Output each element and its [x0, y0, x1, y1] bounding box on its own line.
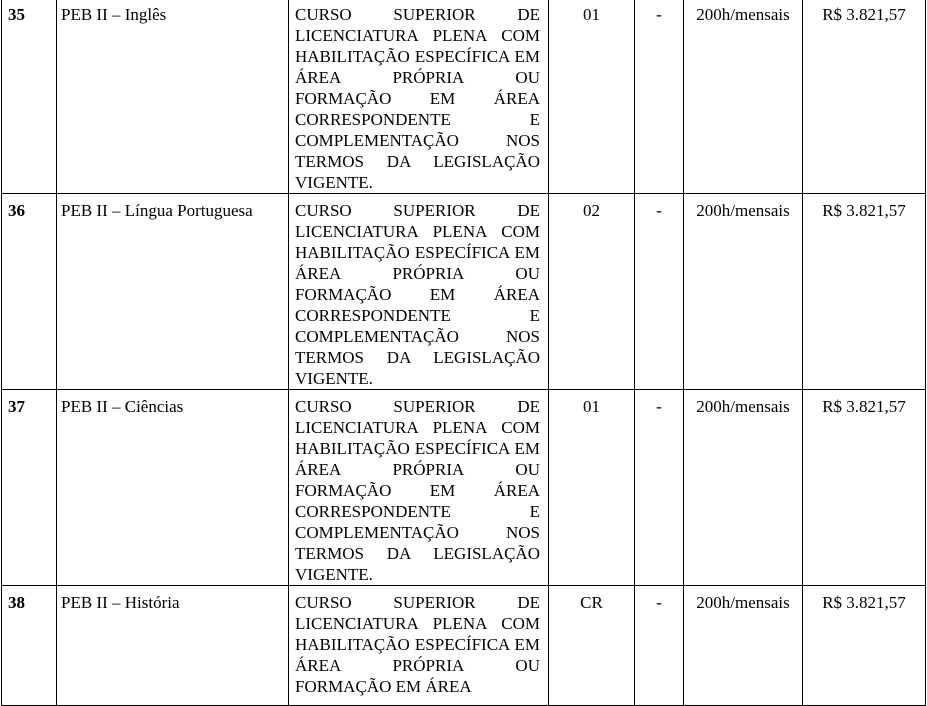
row-number: 38 — [2, 586, 57, 706]
table-row — [2, 0, 926, 194]
workload: 200h/mensais — [684, 0, 803, 194]
salary: R$ 3.821,57 — [803, 390, 926, 586]
position-title: PEB II – História — [57, 586, 289, 706]
requirement-text: CURSO SUPERIOR DE LICENCIATURA PLENA COM HABILITAÇÃO ESPECÍFICA EM ÁREA PRÓPRIA OU FORMAÇÃO EM ÁREA CORRESPONDENTE E COMPLEMENTAÇÃO NOS TERMOS DA LEGISLAÇÃO VIGENTE. — [289, 194, 549, 390]
table-row — [2, 586, 926, 706]
vacancies-count: CR — [549, 586, 635, 706]
pcd-vacancies: - — [635, 390, 684, 586]
requirement-text: CURSO SUPERIOR DE LICENCIATURA PLENA COM HABILITAÇÃO ESPECÍFICA EM ÁREA PRÓPRIA OU FORMAÇÃO EM ÁREA CORRESPONDENTE E COMPLEMENTAÇÃO NOS TERMOS DA LEGISLAÇÃO VIGENTE. — [289, 390, 549, 586]
pcd-vacancies: - — [635, 194, 684, 390]
workload: 200h/mensais — [684, 586, 803, 706]
salary: R$ 3.821,57 — [803, 586, 926, 706]
requirement-text: CURSO SUPERIOR DE LICENCIATURA PLENA COM HABILITAÇÃO ESPECÍFICA EM ÁREA PRÓPRIA OU FORMAÇÃO EM ÁREA CORRESPONDENTE E COMPLEMENTAÇÃO NOS TERMOS DA LEGISLAÇÃO VIGENTE. — [289, 0, 549, 194]
pcd-vacancies: - — [635, 0, 684, 194]
row-number: 36 — [2, 194, 57, 390]
requirement-text: CURSO SUPERIOR DE LICENCIATURA PLENA COM HABILITAÇÃO ESPECÍFICA EM ÁREA PRÓPRIA OU FORMAÇÃO EM ÁREA — [289, 586, 549, 706]
row-number: 35 — [2, 0, 57, 194]
table-row — [2, 194, 926, 390]
pcd-vacancies: - — [635, 586, 684, 706]
salary: R$ 3.821,57 — [803, 194, 926, 390]
workload: 200h/mensais — [684, 194, 803, 390]
table-row — [2, 390, 926, 586]
position-title: PEB II – Inglês — [57, 0, 289, 194]
positions-table — [1, 0, 926, 706]
vacancies-count: 02 — [549, 194, 635, 390]
salary: R$ 3.821,57 — [803, 0, 926, 194]
position-title: PEB II – Ciências — [57, 390, 289, 586]
position-title: PEB II – Língua Portuguesa — [57, 194, 289, 390]
row-number: 37 — [2, 390, 57, 586]
vacancies-count: 01 — [549, 390, 635, 586]
workload: 200h/mensais — [684, 390, 803, 586]
vacancies-count: 01 — [549, 0, 635, 194]
